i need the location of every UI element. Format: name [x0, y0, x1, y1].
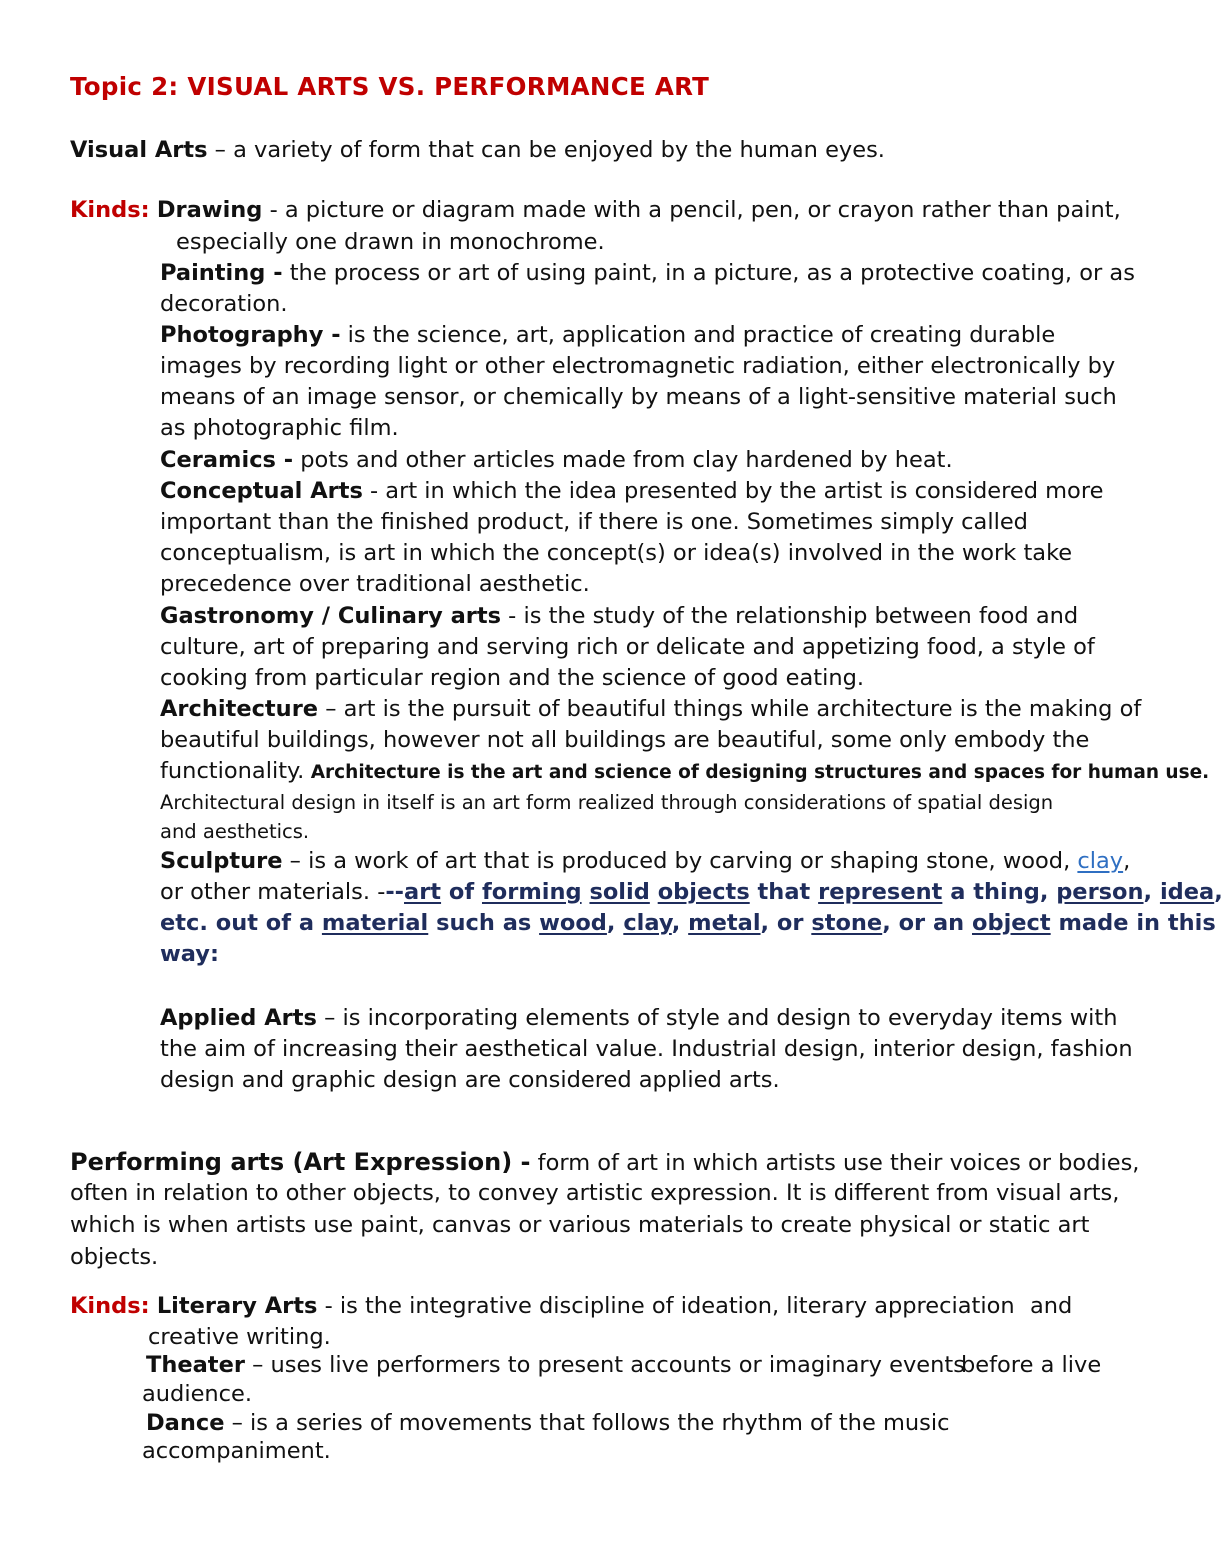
performing-arts-line-4: objects. — [70, 1244, 159, 1270]
link-art[interactable]: art — [404, 879, 442, 905]
literary-arts-term: Literary Arts — [156, 1293, 318, 1319]
link-material[interactable]: material — [321, 910, 429, 936]
gastronomy-line-3: cooking from particular region and the science of good eating. — [160, 665, 865, 691]
ceramics-term: Ceramics - — [160, 447, 294, 473]
sculpture-term: Sculpture — [160, 848, 283, 874]
visual-arts-term: Visual Arts — [70, 137, 208, 163]
painting-line-2: decoration. — [160, 291, 288, 317]
dance-term: Dance — [146, 1410, 225, 1436]
link-solid[interactable]: solid — [589, 879, 650, 905]
link-forming[interactable]: forming — [481, 879, 582, 905]
applied-arts-term: Applied Arts — [160, 1005, 317, 1031]
link-clay[interactable]: clay — [623, 910, 672, 936]
theater-entry: Theater – uses live performers to present accounts or imaginary events — [146, 1352, 965, 1378]
link-stone[interactable]: stone — [811, 910, 883, 936]
sculpture-line-3: etc. out of a material such as wood, clay, metal, or stone, or an object made in this — [160, 910, 1216, 936]
link-person[interactable]: person — [1056, 879, 1144, 905]
applied-arts-entry: Applied Arts – is incorporating elements of style and design to everyday items with — [160, 1005, 1118, 1031]
drawing-term: Drawing — [156, 197, 263, 223]
architecture-line-5: and aesthetics. — [160, 820, 310, 843]
sculpture-line-2: or other materials. ---art of forming solid objects that represent a thing, person, idea, — [160, 879, 1223, 905]
applied-arts-line-2: the aim of increasing their aesthetical value. Industrial design, interior design, fashion — [160, 1036, 1133, 1062]
architecture-entry: Architecture – art is the pursuit of beautiful things while architecture is the making of — [160, 696, 1142, 722]
topic-title: Topic 2: VISUAL ARTS VS. PERFORMANCE ART — [70, 72, 710, 101]
photography-entry: Photography - is the science, art, application and practice of creating durable — [160, 322, 1056, 348]
conceptual-entry: Conceptual Arts - art in which the idea presented by the artist is considered more — [160, 478, 1104, 504]
theater-line-2: audience. — [142, 1381, 253, 1407]
link-represent[interactable]: represent — [818, 879, 943, 905]
architecture-term: Architecture — [160, 696, 319, 722]
link-object[interactable]: object — [972, 910, 1051, 936]
kinds-label: Kinds: — [70, 197, 150, 223]
conceptual-term: Conceptual Arts — [160, 478, 363, 504]
gastronomy-term: Gastronomy / Culinary arts — [160, 603, 502, 629]
conceptual-line-2: important than the finished product, if there is one. Sometimes simply called — [160, 509, 1028, 535]
link-wood[interactable]: wood — [539, 910, 607, 936]
performing-arts-line-3: which is when artists use paint, canvas or various materials to create physical or static art — [70, 1212, 1090, 1238]
painting-term: Painting - — [160, 260, 283, 286]
literary-arts-line-2: creative writing. — [148, 1324, 331, 1350]
link-metal[interactable]: metal — [688, 910, 761, 936]
conceptual-line-4: precedence over traditional aesthetic. — [160, 571, 590, 597]
applied-arts-line-3: design and graphic design are considered applied arts. — [160, 1067, 780, 1093]
conceptual-line-3: conceptualism, is art in which the concept(s) or idea(s) involved in the work take — [160, 540, 1073, 566]
photography-line-3: means of an image sensor, or chemically by means of a light-sensitive material such — [160, 384, 1117, 410]
theater-line-1-end: before a live — [961, 1352, 1102, 1378]
performing-arts-term: Performing arts (Art Expression) - — [70, 1148, 531, 1176]
performing-kinds-label: Kinds: — [70, 1293, 150, 1319]
clay-link[interactable]: clay — [1077, 848, 1124, 874]
painting-entry: Painting - the process or art of using paint, in a picture, as a protective coating, or as — [160, 260, 1135, 286]
ceramics-entry: Ceramics - pots and other articles made from clay hardened by heat. — [160, 447, 953, 473]
dance-entry: Dance – is a series of movements that follows the rhythm of the music — [146, 1410, 950, 1436]
drawing-entry: Kinds: Drawing - a picture or diagram made with a pencil, pen, or crayon rather than paint, — [70, 197, 1121, 223]
visual-arts-definition: Visual Arts – a variety of form that can be enjoyed by the human eyes. — [70, 137, 885, 163]
sculpture-entry: Sculpture – is a work of art that is produced by carving or shaping stone, wood, clay, — [160, 848, 1131, 874]
dance-line-2: accompaniment. — [142, 1438, 331, 1464]
photography-term: Photography - — [160, 322, 341, 348]
architecture-line-4: Architectural design in itself is an art form realized through considerations of spatial design — [160, 791, 1054, 814]
literary-arts-and: and — [1030, 1293, 1073, 1319]
performing-arts-line-2: often in relation to other objects, to convey artistic expression. It is different from visual arts, — [70, 1180, 1120, 1206]
architecture-line-3: functionality. Architecture is the art and science of designing structures and spaces for human use. — [160, 758, 1210, 784]
photography-line-4: as photographic film. — [160, 415, 399, 441]
gastronomy-entry: Gastronomy / Culinary arts - is the study of the relationship between food and — [160, 603, 1079, 629]
theater-term: Theater — [146, 1352, 245, 1378]
link-objects[interactable]: objects — [657, 879, 750, 905]
drawing-line-2: especially one drawn in monochrome. — [176, 229, 605, 255]
architecture-line-2: beautiful buildings, however not all buildings are beautiful, some only embody the — [160, 727, 1090, 753]
literary-arts-entry: Kinds: Literary Arts - is the integrative discipline of ideation, literary appreciation — [70, 1293, 1015, 1319]
gastronomy-line-2: culture, art of preparing and serving rich or delicate and appetizing food, a style of — [160, 634, 1095, 660]
sculpture-line-4: way: — [160, 941, 219, 967]
photography-line-2: images by recording light or other electromagnetic radiation, either electronically by — [160, 353, 1116, 379]
link-idea[interactable]: idea — [1159, 879, 1215, 905]
performing-arts-definition: Performing arts (Art Expression) - form of art in which artists use their voices or bodies, — [70, 1148, 1140, 1176]
